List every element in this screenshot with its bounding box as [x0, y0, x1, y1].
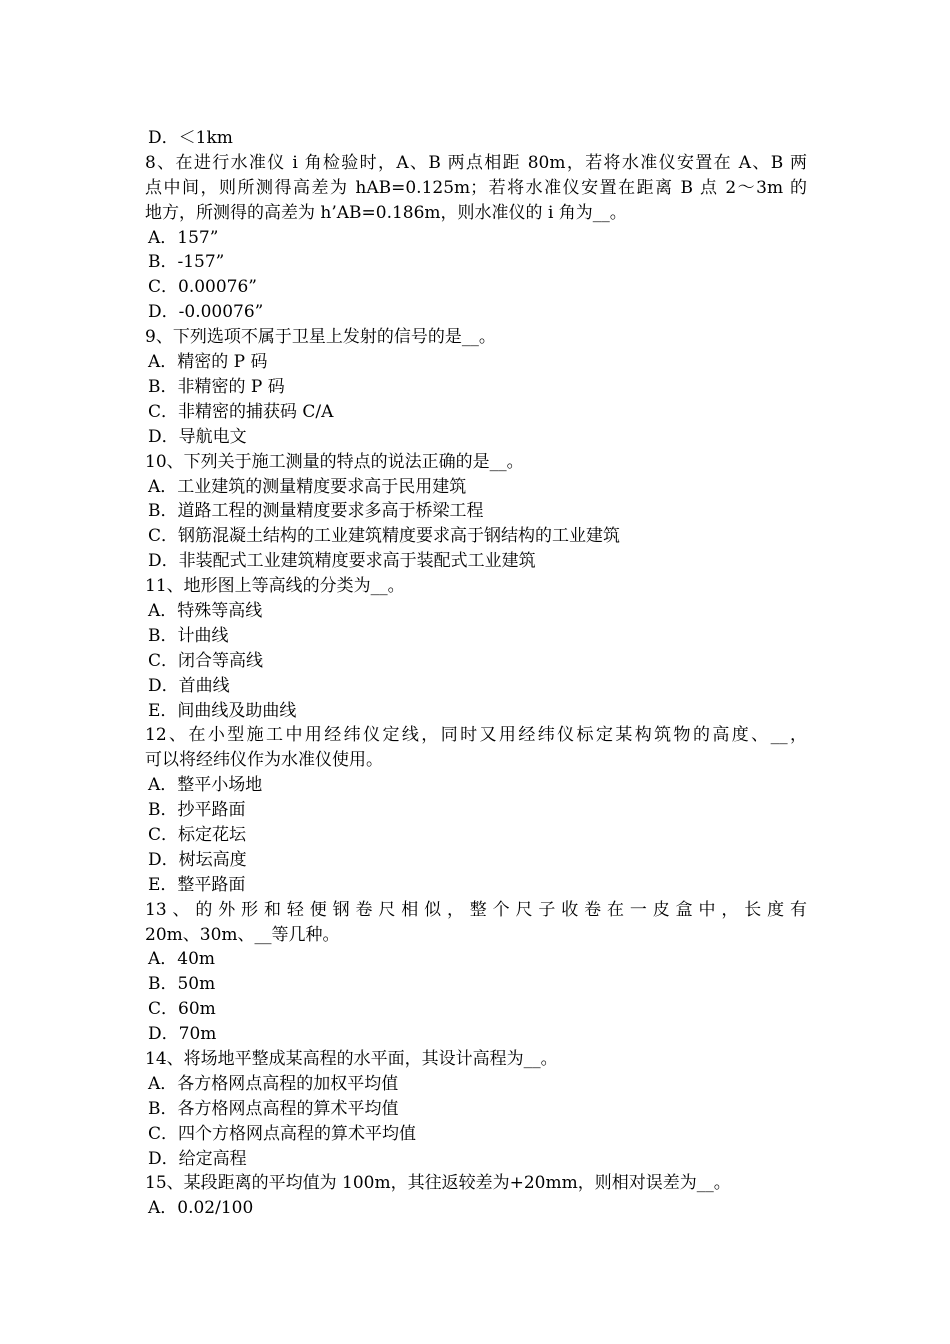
option-line: A．157”	[148, 227, 219, 248]
option-line: C．0.00076”	[148, 277, 257, 298]
question-list	[145, 126, 807, 1221]
option-line: D．＜1km	[148, 128, 233, 148]
option-line: E．间曲线及助曲线	[148, 700, 297, 721]
question-line: 20m、30m、__等几种。	[145, 924, 340, 945]
option-line: A．整平小场地	[148, 775, 263, 796]
option-line: A．工业建筑的测量精度要求高于民用建筑	[148, 476, 467, 497]
question-line: 15、某段距离的平均值为 100m，其往返较差为+20mm，则相对误差为__。	[145, 1173, 731, 1194]
option-line: A．特殊等高线	[148, 600, 263, 621]
question-line: 8、在进行水准仪 i 角检验时，A、B 两点相距 80m，若将水准仪安置在 A、B 两	[145, 152, 807, 173]
question-line: 11、地形图上等高线的分类为__。	[145, 576, 405, 597]
option-line: A．40m	[148, 949, 216, 970]
option-line: E．整平路面	[148, 874, 246, 895]
option-line: B．道路工程的测量精度要求多高于桥梁工程	[148, 501, 484, 522]
option-line: A．各方格网点高程的加权平均值	[148, 1073, 399, 1094]
option-line: D．70m	[148, 1024, 217, 1045]
option-line: A．精密的 P 码	[148, 352, 268, 373]
option-line: B．-157”	[148, 252, 225, 273]
question-line: 10、下列关于施工测量的特点的说法正确的是__。	[145, 451, 524, 472]
question-line: 13、的外形和轻便钢卷尺相似，整个尺子收卷在一皮盒中，长度有	[145, 899, 807, 920]
question-line: 9、下列选项不属于卫星上发射的信号的是__。	[145, 327, 496, 348]
option-line: D．给定高程	[148, 1148, 247, 1169]
option-line: B．非精密的 P 码	[148, 376, 285, 397]
option-line: C．60m	[148, 999, 216, 1020]
question-line: 12、在小型施工中用经纬仪定线，同时又用经纬仪标定某构筑物的高度、__，	[145, 725, 807, 746]
option-line: C．四个方格网点高程的算术平均值	[148, 1123, 417, 1144]
option-line: C．钢筋混凝土结构的工业建筑精度要求高于钢结构的工业建筑	[148, 526, 621, 547]
option-line: D．-0.00076”	[148, 302, 264, 323]
option-line: D．导航电文	[148, 426, 247, 447]
question-line: 14、将场地平整成某高程的水平面，其设计高程为__。	[145, 1049, 558, 1070]
question-line: 点中间，则所测得高差为 hAB=0.125m；若将水准仪安置在距离 B 点 2～3m 的	[145, 177, 807, 198]
option-line: B．各方格网点高程的算术平均值	[148, 1098, 399, 1119]
option-line: D．首曲线	[148, 675, 230, 696]
option-line: A．0.02/100	[148, 1198, 254, 1219]
option-line: D．非装配式工业建筑精度要求高于装配式工业建筑	[148, 551, 536, 572]
question-line: 地方，所测得的高差为 h’AB=0.186m，则水准仪的 i 角为__。	[145, 202, 627, 223]
option-line: C．标定花坛	[148, 824, 247, 845]
question-line: 可以将经纬仪作为水准仪使用。	[145, 750, 383, 771]
option-line: D．树坛高度	[148, 849, 247, 870]
option-line: B．抄平路面	[148, 800, 246, 821]
option-line: B．50m	[148, 974, 216, 995]
option-line: C．非精密的捕获码 C/A	[148, 401, 334, 422]
option-line: B．计曲线	[148, 625, 229, 646]
option-line: C．闭合等高线	[148, 650, 264, 671]
